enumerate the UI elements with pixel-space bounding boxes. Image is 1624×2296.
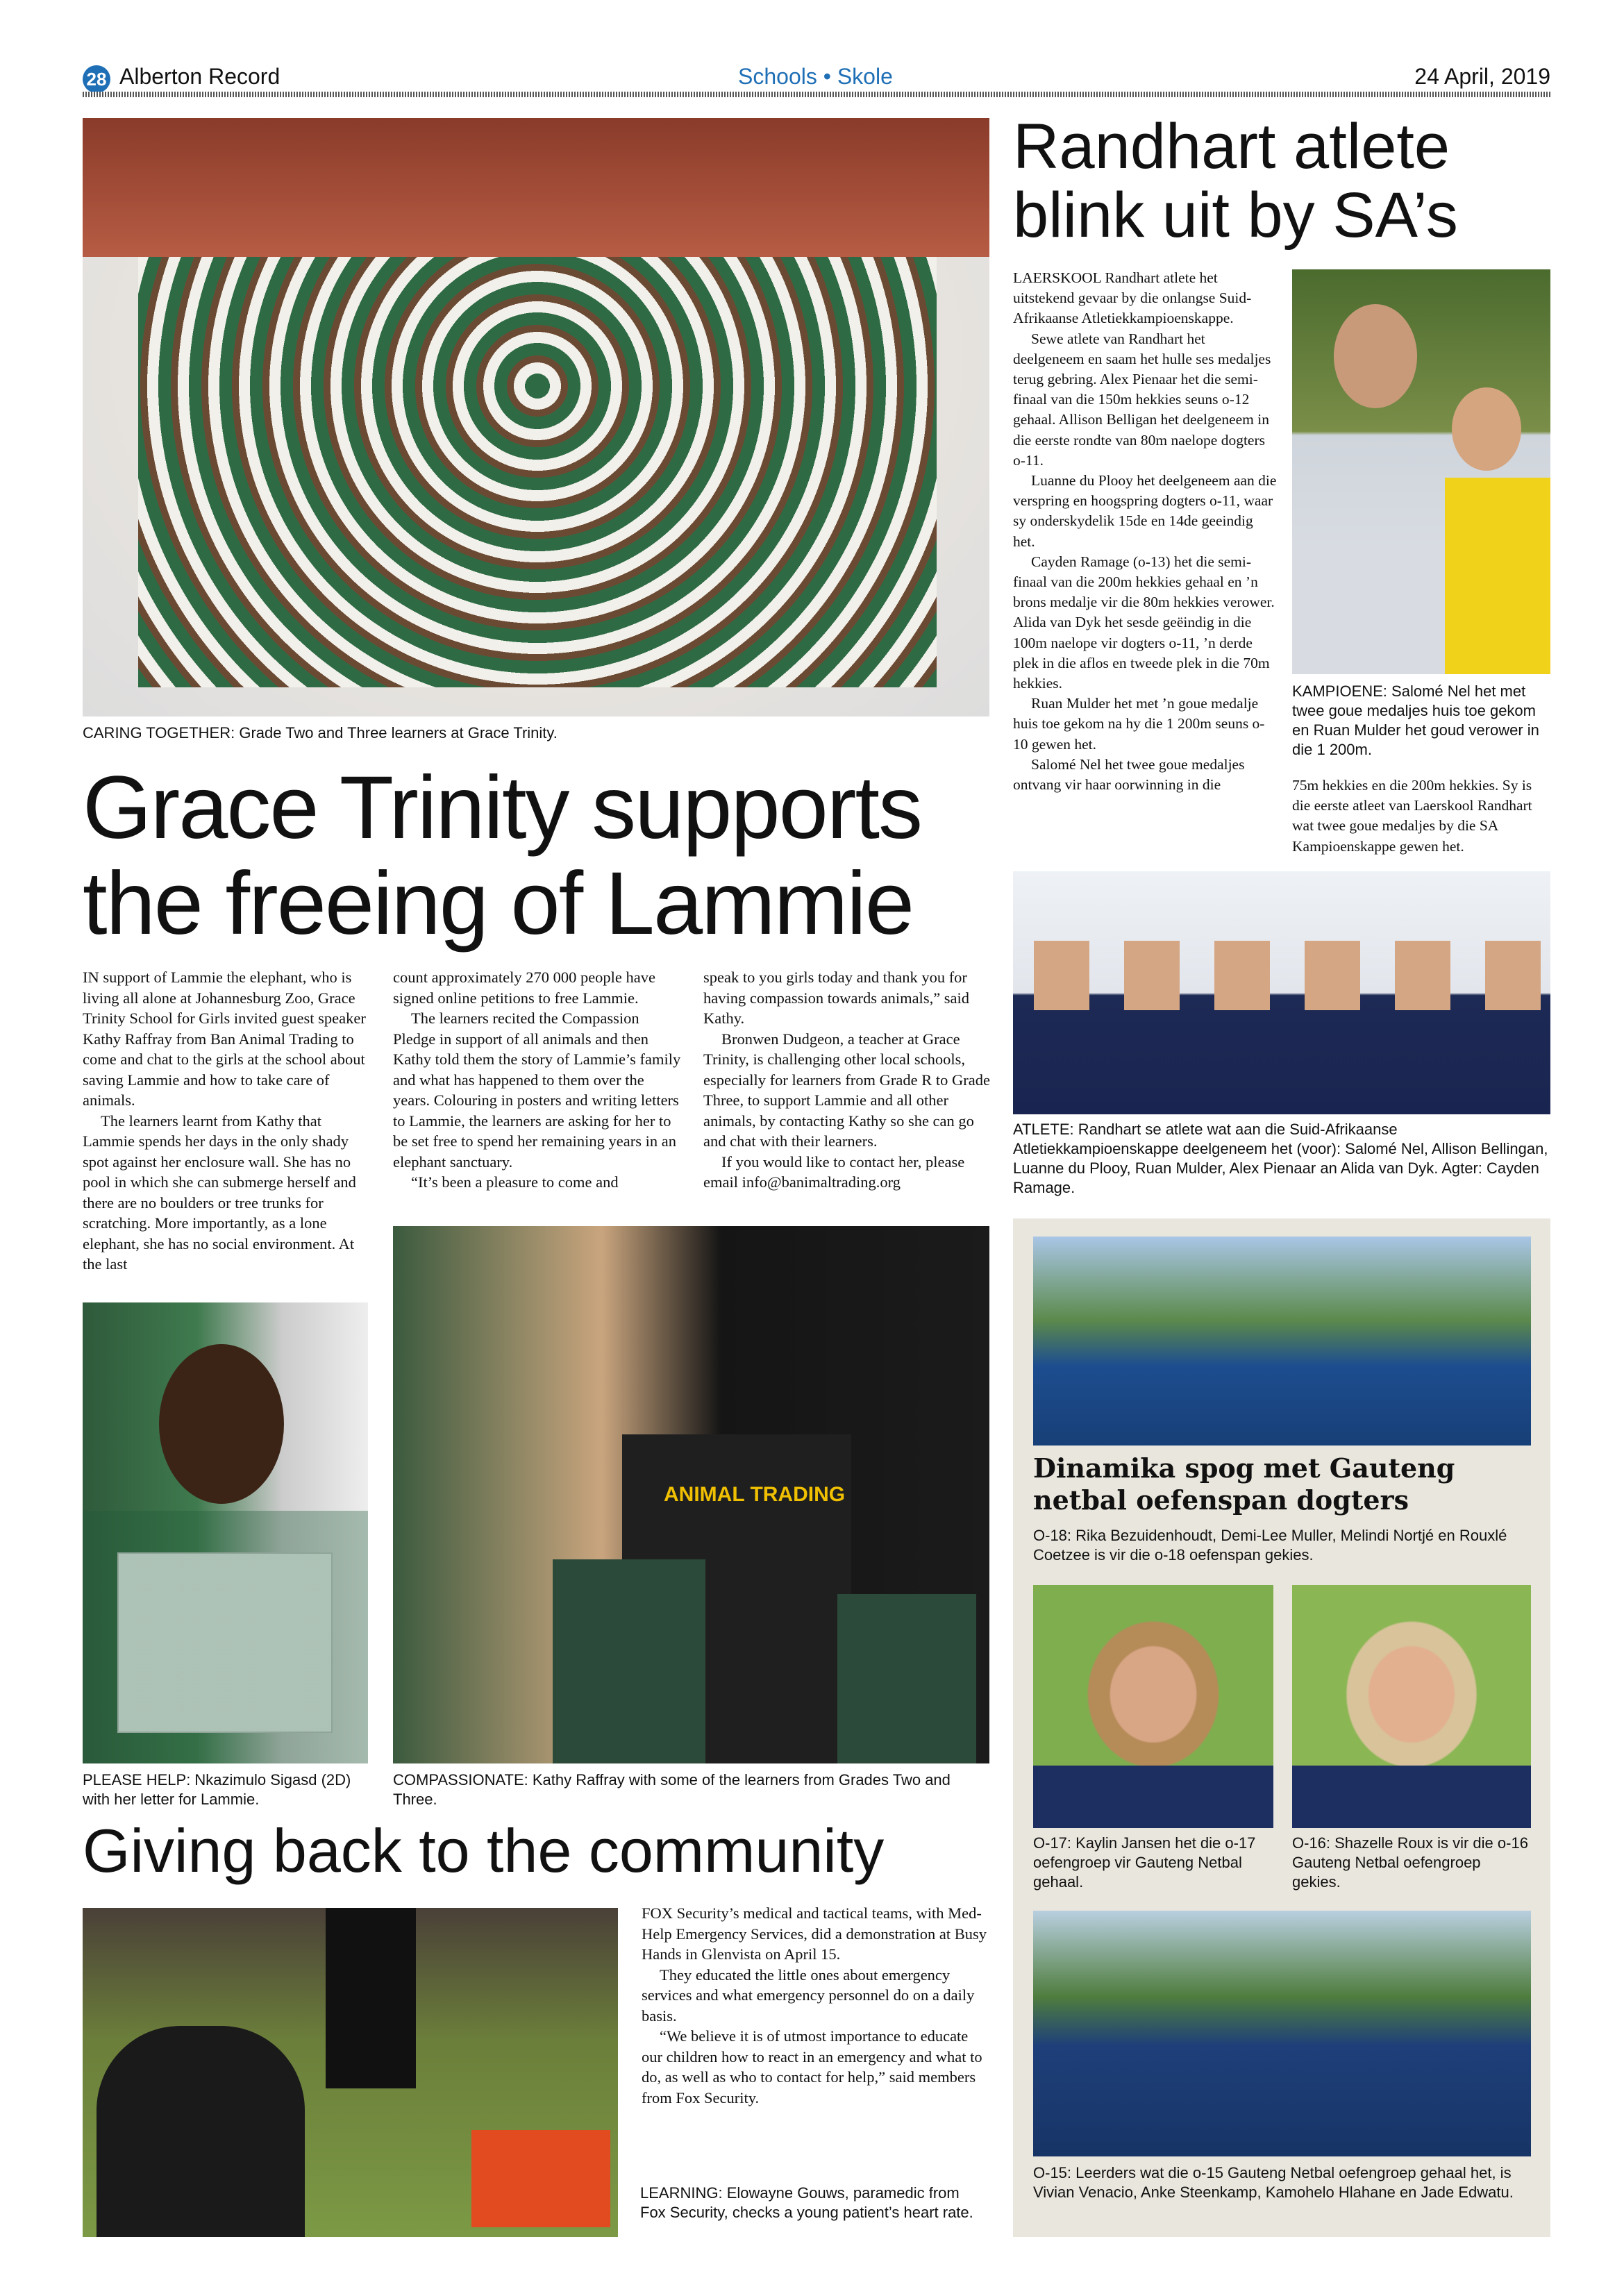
photo-grade-learners xyxy=(83,118,989,717)
photo-caption: LEARNING: Elowayne Gouws, paramedic from Fox Security, checks a young patient’s heart rate. xyxy=(640,2184,973,2221)
photo-o18-team xyxy=(1033,1237,1531,1446)
article-column-3 xyxy=(703,967,995,1193)
paragraph: “It’s been a pleasure to come and xyxy=(411,1173,619,1191)
paragraph: Bronwen Dudgeon, a teacher at Grace Trinity, is challenging other local schools, especially for learners from Grade R to Grade Three, to support Lammie and all other animals, by contacting Kathy so she can go and chat with their learners. xyxy=(703,1030,990,1150)
paragraph: Luanne du Plooy het deelgeneem aan die verspring en hoogspring dogters o-11, waar sy onderskydelik 15de en 14de geeindig het. xyxy=(1013,472,1277,550)
article-column-1 xyxy=(83,967,371,1275)
photo-caption: COMPASSIONATE: Kathy Raffray with some of the learners from Grades Two and Three. xyxy=(393,1771,951,1808)
paragraph: FOX Security’s medical and tactical teams, with Med-Help Emergency Services, did a demonstration at Busy Hands in Glenvista on April 15. xyxy=(642,1904,987,1963)
photo-caption: ATLETE: Randhart se atlete wat aan die Suid-Afrikaanse Atletiekkampioenskappe deelgeneem het (voor): Salomé Nel, Allison Bellingan, Luanne du Plooy, Ruan Mulder, Alex Pienaar an Alida van Dyk. Agter: Cayden Ramage. xyxy=(1013,1121,1548,1196)
photo-paramedic-demo xyxy=(83,1908,618,2237)
paragraph: IN support of Lammie the elephant, who is living all alone at Johannesburg Zoo, Grace Trinity School for Girls invited guest speaker Kathy Raffray from Ban Animal Trading to come and chat to the girls at the school about saving Lammie and how to take care of animals. xyxy=(83,969,366,1109)
paragraph: They educated the little ones about emergency services and what emergency personnel do on a daily basis. xyxy=(642,1966,975,2025)
photo-caption: PLEASE HELP: Nkazimulo Sigasd (2D) with her letter for Lammie. xyxy=(83,1771,351,1808)
photo-o16-player xyxy=(1292,1585,1531,1828)
article-body xyxy=(1013,268,1277,795)
article-body-continued: 75m hekkies en die 200m hekkies. Sy is die eerste atleet van Laerskool Randhart wat twee goue medaljes by die SA Kampioenskappe gewen het. xyxy=(1292,777,1532,855)
photo-kathy-with-learners xyxy=(393,1226,989,1763)
photo-caption: O-16: Shazelle Roux is vir die o-16 Gauteng Netbal oefengroep gekies. xyxy=(1292,1834,1528,1891)
article-headline: Randhart atlete blink uit by SA’s xyxy=(1013,111,1458,251)
paragraph: Ruan Mulder het met ’n goue medalje huis toe gekom na hy die 1 200m seuns o-10 gewen het. xyxy=(1013,695,1265,753)
photo-caption: O-17: Kaylin Jansen het die o-17 oefengroep vir Gauteng Netbal gehaal. xyxy=(1033,1834,1256,1891)
photo-o15-team xyxy=(1033,1911,1531,2156)
shirt-logo: ANIMAL TRADING xyxy=(664,1483,846,1506)
paragraph: If you would like to contact her, please email info@banimaltrading.org xyxy=(703,1153,965,1191)
photo-caption: KAMPIOENE: Salomé Nel het met twee goue medaljes huis toe gekom en Ruan Mulder het goud verower in die 1 200m. xyxy=(1292,682,1539,758)
paragraph: count approximately 270 000 people have signed online petitions to free Lammie. xyxy=(393,969,656,1007)
photo-athletes-group xyxy=(1013,871,1550,1114)
photo-caption: O-15: Leerders wat die o-15 Gauteng Netbal oefengroep gehaal het, is Vivian Venacio, Anke Steenkamp, Kamohelo Hlahane en Jade Edwatu. xyxy=(1033,2164,1514,2201)
article-headline: Giving back to the community xyxy=(83,1816,885,1885)
photo-medal-winners xyxy=(1292,269,1550,674)
photo-girl-with-letter xyxy=(83,1302,368,1763)
article-headline: Grace Trinity supports the freeing of Lammie xyxy=(83,758,921,954)
paragraph: Sewe atlete van Randhart het deelgeneem en saam het hulle ses medaljes terug gebring. Alex Pienaar het die semi-finaal van die 150m hekkies seuns o-12 gehaal. Allison Belligan het deelgeneem in die eerste rondte van 80m naelope dogters o-11. xyxy=(1013,330,1271,469)
paragraph: speak to you girls today and thank you for having compassion towards animals,” said Kathy. xyxy=(703,969,970,1027)
paragraph: The learners recited the Compassion Pledge in support of all animals and then Kathy told them the story of Lammie’s family and what has happened to them over the years. Colouring in posters and writing letters to Lammie, the learners are asking for her to be set free to spend her remaining years in an elephant sanctuary. xyxy=(393,1009,681,1171)
photo-caption: CARING TOGETHER: Grade Two and Three learners at Grace Trinity. xyxy=(83,724,558,741)
article-column-2 xyxy=(393,967,685,1193)
publication-name: Alberton Record xyxy=(119,64,281,89)
photo-caption: O-18: Rika Bezuidenhoudt, Demi-Lee Muller, Melindi Nortjé en Rouxlé Coetzee is vir die o-18 oefenspan gekies. xyxy=(1033,1527,1507,1564)
paragraph: Cayden Ramage (o-13) het die semi-finaal van die 200m hekkies gehaal en ’n brons medalje vir die 80m hekkies verower. Alida van Dyk het sesde geëindig in die 100m naelope vir dogters o-11, ’n derde plek in die aflos en tweede plek in die 70m hekkies. xyxy=(1013,553,1275,692)
paragraph: “We believe it is of utmost importance to educate our children how to react in an emergency and what to do, as well as who to contact for help,” said members from Fox Security. xyxy=(642,2027,982,2106)
paragraph: Salomé Nel het twee goue medaljes ontvang vir haar oorwinning in die xyxy=(1013,755,1245,794)
section-title: Schools • Skole xyxy=(738,64,893,89)
header-rule xyxy=(83,92,1550,97)
article-headline: Dinamika spog met Gauteng netbal oefenspan dogters xyxy=(1033,1452,1455,1516)
article-body xyxy=(642,1903,989,2108)
paragraph: The learners learnt from Kathy that Lammie spends her days in the only shady spot against her enclosure wall. She has no pool in which she can submerge herself and there are no boulders or tree trunks for scratching. More importantly, as a lone elephant, she has no social environment. At the last xyxy=(83,1112,356,1273)
paragraph: LAERSKOOL Randhart atlete het uitstekend gevaar by die onlangse Suid-Afrikaanse Atletiekkampioenskappe. xyxy=(1013,269,1252,327)
photo-o17-player xyxy=(1033,1585,1273,1828)
page-number-badge: 28 xyxy=(83,65,110,93)
issue-date: 24 April, 2019 xyxy=(1414,64,1550,89)
